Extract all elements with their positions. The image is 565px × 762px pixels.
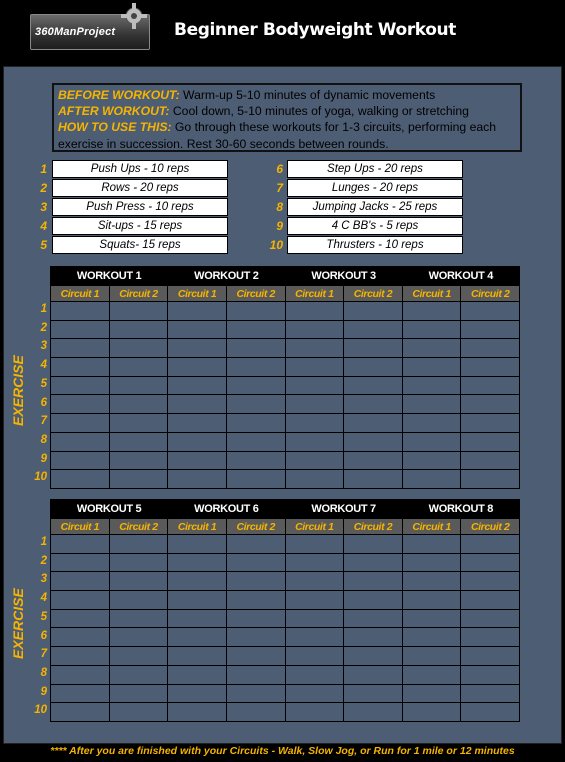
log-cell[interactable]	[226, 470, 285, 489]
log-cell[interactable]	[402, 414, 461, 433]
log-cell[interactable]	[402, 395, 461, 414]
log-cell[interactable]	[344, 609, 403, 628]
row-number: 6	[40, 396, 47, 409]
log-cell[interactable]	[344, 553, 403, 572]
row-number: 5	[40, 377, 47, 390]
log-cell[interactable]	[402, 553, 461, 572]
exercise-number: 1	[40, 162, 47, 176]
log-cell[interactable]	[109, 302, 168, 321]
log-cell[interactable]	[168, 414, 227, 433]
log-cell[interactable]	[51, 320, 110, 339]
log-cell[interactable]	[461, 572, 520, 591]
log-cell[interactable]	[285, 609, 344, 628]
log-cell[interactable]	[168, 470, 227, 489]
logo-text: 360ManProject	[35, 26, 116, 38]
log-cell[interactable]	[168, 376, 227, 395]
log-cell[interactable]	[226, 320, 285, 339]
log-cell[interactable]	[285, 470, 344, 489]
log-cell[interactable]	[168, 609, 227, 628]
exercise-item: Lunges - 20 reps	[287, 179, 463, 197]
log-cell[interactable]	[109, 395, 168, 414]
workout-table	[50, 499, 520, 722]
log-cell[interactable]	[461, 628, 520, 647]
log-cell[interactable]	[109, 470, 168, 489]
log-cell[interactable]	[461, 703, 520, 722]
log-cell[interactable]	[168, 535, 227, 554]
row-number: 4	[40, 592, 47, 605]
log-cell[interactable]	[402, 376, 461, 395]
row-number: 9	[40, 452, 47, 465]
circuit-header: Circuit 2	[109, 286, 168, 302]
log-cell[interactable]	[285, 376, 344, 395]
log-cell[interactable]	[51, 591, 110, 610]
log-cell[interactable]	[344, 451, 403, 470]
exercise-item: Squats- 15 reps	[52, 236, 228, 254]
log-cell[interactable]	[402, 628, 461, 647]
workout-header: WORKOUT 7	[285, 500, 402, 519]
log-cell[interactable]	[168, 302, 227, 321]
how-label: HOW TO USE THIS:	[58, 120, 172, 135]
exercise-item: 4 C BB's - 5 reps	[287, 217, 463, 235]
log-cell[interactable]	[226, 339, 285, 358]
log-cell[interactable]	[461, 609, 520, 628]
log-cell[interactable]	[168, 703, 227, 722]
log-cell[interactable]	[461, 470, 520, 489]
log-cell[interactable]	[344, 414, 403, 433]
log-cell[interactable]	[226, 684, 285, 703]
exercise-item: Thrusters - 10 reps	[287, 236, 463, 254]
workout-header: WORKOUT 4	[402, 267, 519, 286]
circuit-header: Circuit 2	[461, 519, 520, 535]
row-number: 9	[40, 685, 47, 698]
log-cell[interactable]	[226, 535, 285, 554]
instructions-box	[52, 83, 522, 152]
log-cell[interactable]	[285, 628, 344, 647]
main-panel	[3, 66, 562, 744]
log-cell[interactable]	[109, 535, 168, 554]
log-cell[interactable]	[51, 647, 110, 666]
log-cell[interactable]	[51, 684, 110, 703]
log-cell[interactable]	[168, 628, 227, 647]
log-cell[interactable]	[168, 591, 227, 610]
log-cell[interactable]	[168, 553, 227, 572]
log-cell[interactable]	[285, 395, 344, 414]
log-cell[interactable]	[109, 414, 168, 433]
page-title: Beginner Bodyweight Workout	[174, 20, 456, 40]
log-cell[interactable]	[285, 647, 344, 666]
log-cell[interactable]	[402, 535, 461, 554]
circuit-header: Circuit 1	[168, 286, 227, 302]
exercise-side-label: EXERCISE	[10, 355, 26, 426]
log-cell[interactable]	[344, 684, 403, 703]
log-cell[interactable]	[461, 376, 520, 395]
log-cell[interactable]	[402, 703, 461, 722]
log-cell[interactable]	[461, 302, 520, 321]
log-cell[interactable]	[168, 432, 227, 451]
log-cell[interactable]	[51, 414, 110, 433]
log-cell[interactable]	[168, 339, 227, 358]
log-cell[interactable]	[461, 432, 520, 451]
log-cell[interactable]	[285, 320, 344, 339]
log-cell[interactable]	[168, 358, 227, 377]
log-cell[interactable]	[168, 665, 227, 684]
log-cell[interactable]	[109, 647, 168, 666]
exercise-number: 7	[276, 181, 283, 195]
exercise-item: Sit-ups - 15 reps	[52, 217, 228, 235]
log-cell[interactable]	[51, 432, 110, 451]
log-cell[interactable]	[461, 358, 520, 377]
footer-note: **** After you are finished with your Circuits - Walk, Slow Jog, or Run for 1 mile or 12 minutes	[50, 745, 515, 757]
log-cell[interactable]	[51, 553, 110, 572]
workout-header: WORKOUT 5	[51, 500, 168, 519]
log-cell[interactable]	[285, 553, 344, 572]
log-cell[interactable]	[168, 572, 227, 591]
log-cell[interactable]	[226, 703, 285, 722]
row-number: 7	[40, 648, 47, 661]
log-cell[interactable]	[402, 591, 461, 610]
log-cell[interactable]	[344, 358, 403, 377]
exercise-item: Step Ups - 20 reps	[287, 160, 463, 178]
log-cell[interactable]	[461, 665, 520, 684]
log-cell[interactable]	[51, 302, 110, 321]
log-cell[interactable]	[402, 451, 461, 470]
log-cell[interactable]	[402, 358, 461, 377]
workout-header: WORKOUT 8	[402, 500, 519, 519]
log-cell[interactable]	[226, 414, 285, 433]
log-cell[interactable]	[109, 358, 168, 377]
log-cell[interactable]	[461, 395, 520, 414]
circuit-header: Circuit 2	[226, 286, 285, 302]
row-number: 6	[40, 629, 47, 642]
workout-header: WORKOUT 6	[168, 500, 285, 519]
log-cell[interactable]	[402, 684, 461, 703]
how-line	[58, 119, 516, 151]
log-cell[interactable]	[226, 572, 285, 591]
circuit-header: Circuit 1	[285, 286, 344, 302]
log-cell[interactable]	[285, 302, 344, 321]
exercise-number: 9	[276, 219, 283, 233]
log-cell[interactable]	[51, 535, 110, 554]
log-cell[interactable]	[51, 470, 110, 489]
log-cell[interactable]	[344, 320, 403, 339]
log-cell[interactable]	[344, 591, 403, 610]
log-cell[interactable]	[285, 703, 344, 722]
circuit-header: Circuit 2	[344, 286, 403, 302]
row-number: 10	[34, 471, 47, 484]
how-text: Go through these workouts for 1-3 circuits, performing each exercise in succession. Rest 30-60 seconds between rounds.	[58, 120, 497, 151]
log-cell[interactable]	[109, 432, 168, 451]
log-cell[interactable]	[226, 376, 285, 395]
row-number: 3	[40, 573, 47, 586]
exercise-number: 2	[40, 181, 47, 195]
circuit-header: Circuit 1	[51, 286, 110, 302]
row-number: 3	[40, 340, 47, 353]
row-number: 1	[40, 536, 47, 548]
log-cell[interactable]	[51, 395, 110, 414]
log-cell[interactable]	[109, 376, 168, 395]
workout-header: WORKOUT 2	[168, 267, 285, 286]
row-number: 8	[40, 433, 47, 446]
log-cell[interactable]	[109, 339, 168, 358]
exercise-side-label: EXERCISE	[10, 588, 26, 659]
before-text: Warm-up 5-10 minutes of dynamic movements	[183, 88, 436, 102]
log-cell[interactable]	[226, 395, 285, 414]
circuit-header: Circuit 1	[168, 519, 227, 535]
circuit-header: Circuit 1	[402, 286, 461, 302]
log-cell[interactable]	[402, 302, 461, 321]
log-cell[interactable]	[226, 451, 285, 470]
log-cell[interactable]	[226, 358, 285, 377]
before-label: BEFORE WORKOUT:	[58, 88, 180, 102]
log-cell[interactable]	[109, 609, 168, 628]
log-cell[interactable]	[461, 684, 520, 703]
log-cell[interactable]	[344, 535, 403, 554]
log-cell[interactable]	[461, 414, 520, 433]
log-cell[interactable]	[402, 665, 461, 684]
log-cell[interactable]	[226, 591, 285, 610]
log-cell[interactable]	[344, 647, 403, 666]
log-cell[interactable]	[285, 665, 344, 684]
row-number: 2	[40, 321, 47, 334]
log-cell[interactable]	[168, 395, 227, 414]
log-cell[interactable]	[51, 358, 110, 377]
log-cell[interactable]	[461, 339, 520, 358]
exercise-number: 4	[40, 219, 47, 233]
after-text: Cool down, 5-10 minutes of yoga, walking or stretching	[172, 104, 469, 119]
log-cell[interactable]	[51, 376, 110, 395]
log-cell[interactable]	[168, 684, 227, 703]
row-number: 4	[40, 359, 47, 372]
log-cell[interactable]	[51, 703, 110, 722]
log-cell[interactable]	[51, 628, 110, 647]
log-cell[interactable]	[109, 591, 168, 610]
log-cell[interactable]	[402, 609, 461, 628]
log-cell[interactable]	[109, 572, 168, 591]
log-cell[interactable]	[402, 320, 461, 339]
log-cell[interactable]	[109, 320, 168, 339]
exercise-number: 8	[276, 200, 283, 214]
workout-table	[50, 266, 520, 489]
log-cell[interactable]	[285, 451, 344, 470]
gear-icon	[120, 2, 148, 30]
exercise-item: Jumping Jacks - 25 reps	[287, 198, 463, 216]
log-cell[interactable]	[285, 358, 344, 377]
log-cell[interactable]	[168, 451, 227, 470]
log-cell[interactable]	[344, 395, 403, 414]
log-cell[interactable]	[51, 665, 110, 684]
row-number: 5	[40, 610, 47, 623]
exercise-number: 5	[40, 238, 47, 252]
log-cell[interactable]	[226, 647, 285, 666]
log-cell[interactable]	[461, 591, 520, 610]
log-cell[interactable]	[226, 302, 285, 321]
exercise-number: 6	[276, 162, 283, 176]
log-cell[interactable]	[402, 572, 461, 591]
log-cell[interactable]	[402, 647, 461, 666]
exercise-item: Push Press - 10 reps	[52, 198, 228, 216]
log-cell[interactable]	[51, 451, 110, 470]
log-cell[interactable]	[285, 339, 344, 358]
log-cell[interactable]	[51, 339, 110, 358]
log-cell[interactable]	[344, 628, 403, 647]
row-number: 8	[40, 666, 47, 679]
log-cell[interactable]	[285, 535, 344, 554]
log-cell[interactable]	[285, 432, 344, 451]
log-cell[interactable]	[285, 591, 344, 610]
log-cell[interactable]	[461, 647, 520, 666]
log-cell[interactable]	[344, 376, 403, 395]
log-cell[interactable]	[168, 647, 227, 666]
log-cell[interactable]	[402, 339, 461, 358]
circuit-header: Circuit 1	[285, 519, 344, 535]
exercise-number: 3	[40, 200, 47, 214]
log-cell[interactable]	[344, 432, 403, 451]
log-cell[interactable]	[285, 684, 344, 703]
log-cell[interactable]	[168, 320, 227, 339]
workout-header: WORKOUT 1	[51, 267, 168, 286]
log-cell[interactable]	[109, 665, 168, 684]
circuit-header: Circuit 2	[109, 519, 168, 535]
circuit-header: Circuit 2	[226, 519, 285, 535]
log-cell[interactable]	[285, 414, 344, 433]
log-cell[interactable]	[344, 703, 403, 722]
before-line	[58, 87, 516, 103]
log-cell[interactable]	[461, 535, 520, 554]
log-cell[interactable]	[51, 572, 110, 591]
log-cell[interactable]	[226, 432, 285, 451]
circuit-header: Circuit 2	[344, 519, 403, 535]
log-cell[interactable]	[226, 628, 285, 647]
log-cell[interactable]	[344, 302, 403, 321]
log-cell[interactable]	[109, 553, 168, 572]
circuit-header: Circuit 1	[51, 519, 110, 535]
after-line	[58, 103, 516, 119]
row-number: 7	[40, 415, 47, 428]
log-cell[interactable]	[51, 609, 110, 628]
log-cell[interactable]	[402, 432, 461, 451]
log-cell[interactable]	[226, 553, 285, 572]
log-cell[interactable]	[344, 470, 403, 489]
log-cell[interactable]	[109, 684, 168, 703]
row-number: 1	[40, 303, 47, 315]
log-cell[interactable]	[344, 339, 403, 358]
log-cell[interactable]	[461, 451, 520, 470]
workout-header: WORKOUT 3	[285, 267, 402, 286]
after-label: AFTER WORKOUT:	[58, 104, 170, 119]
log-cell[interactable]	[109, 703, 168, 722]
log-cell[interactable]	[109, 451, 168, 470]
exercise-item: Rows - 20 reps	[52, 179, 228, 197]
row-number: 2	[40, 554, 47, 567]
log-cell[interactable]	[226, 665, 285, 684]
log-cell[interactable]	[344, 665, 403, 684]
log-cell[interactable]	[285, 572, 344, 591]
exercise-number: 10	[269, 238, 283, 252]
exercise-item: Push Ups - 10 reps	[52, 160, 228, 178]
log-cell[interactable]	[109, 628, 168, 647]
header	[0, 0, 565, 64]
circuit-header: Circuit 1	[402, 519, 461, 535]
log-cell[interactable]	[402, 470, 461, 489]
log-cell[interactable]	[461, 320, 520, 339]
log-cell[interactable]	[461, 553, 520, 572]
log-cell[interactable]	[344, 572, 403, 591]
circuit-header: Circuit 2	[461, 286, 520, 302]
log-cell[interactable]	[226, 609, 285, 628]
row-number: 10	[34, 704, 47, 717]
